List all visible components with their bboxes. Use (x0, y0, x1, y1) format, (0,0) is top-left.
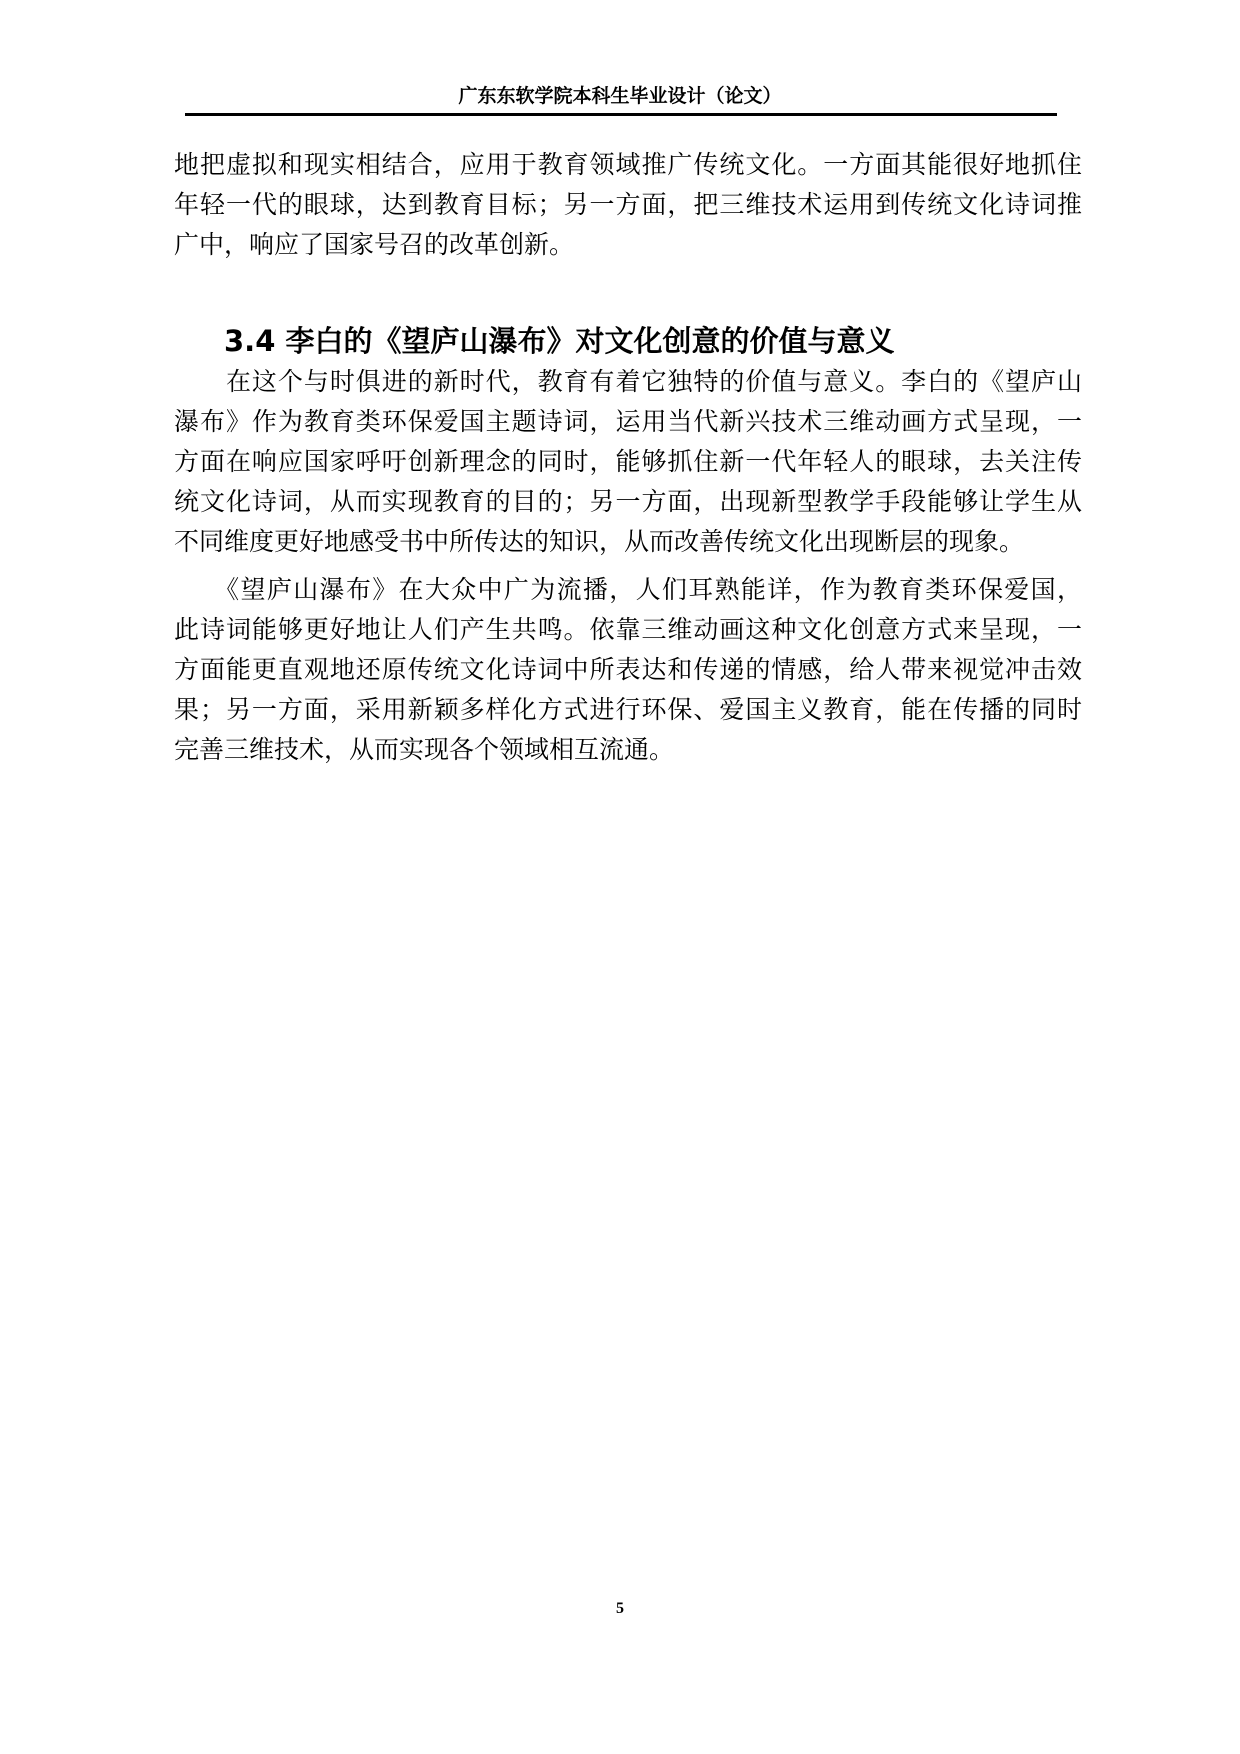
paragraph-continuation (174, 146, 1082, 266)
page-footer (0, 1598, 1240, 1620)
text-line: 不同维度更好地感受书中所传达的知识，从而改善传统文化出现断层的现象。 (174, 529, 1025, 556)
header-title: 广东东软学院本科生毕业设计（论文） (458, 85, 782, 107)
text-line: 完善三维技术，从而实现各个领域相互流通。 (174, 737, 675, 764)
text-line: 地把虚拟和现实相结合，应用于教育领域推广传统文化。一方面其能很好地抓住 (174, 152, 1082, 179)
text-line: 瀑布》作为教育类环保爱国主题诗词，运用当代新兴技术三维动画方式呈现，一 (174, 409, 1082, 436)
text-line: 在这个与时俱进的新时代，教育有着它独特的价值与意义。李白的《望庐山 (174, 369, 1082, 396)
text-line: 方面能更直观地还原传统文化诗词中所表达和传递的情感，给人带来视觉冲击效 (174, 657, 1082, 684)
header-rule (185, 113, 1057, 116)
text-line: 广中，响应了国家号召的改革创新。 (174, 232, 575, 259)
text-line: 年轻一代的眼球，达到教育目标；另一方面，把三维技术运用到传统文化诗词推 (174, 192, 1082, 219)
text-line: 果；另一方面，采用新颖多样化方式进行环保、爱国主义教育，能在传播的同时 (174, 697, 1082, 724)
text-line: 方面在响应国家呼吁创新理念的同时，能够抓住新一代年轻人的眼球，去关注传 (174, 449, 1082, 476)
section-heading: 3.4 李白的《望庐山瀑布》对文化创意的价值与意义 (224, 324, 895, 358)
paragraph-value-meaning (174, 363, 1082, 563)
page-number: 5 (616, 1600, 624, 1617)
text-line: 统文化诗词，从而实现教育的目的；另一方面，出现新型教学手段能够让学生从 (174, 489, 1082, 516)
document-body (174, 146, 1082, 771)
text-line: 《望庐山瀑布》在大众中广为流播，人们耳熟能详，作为教育类环保爱国， (174, 577, 1082, 604)
text-line: 此诗词能够更好地让人们产生共鸣。依靠三维动画这种文化创意方式来呈现，一 (174, 617, 1082, 644)
paragraph-dissemination (174, 571, 1082, 771)
